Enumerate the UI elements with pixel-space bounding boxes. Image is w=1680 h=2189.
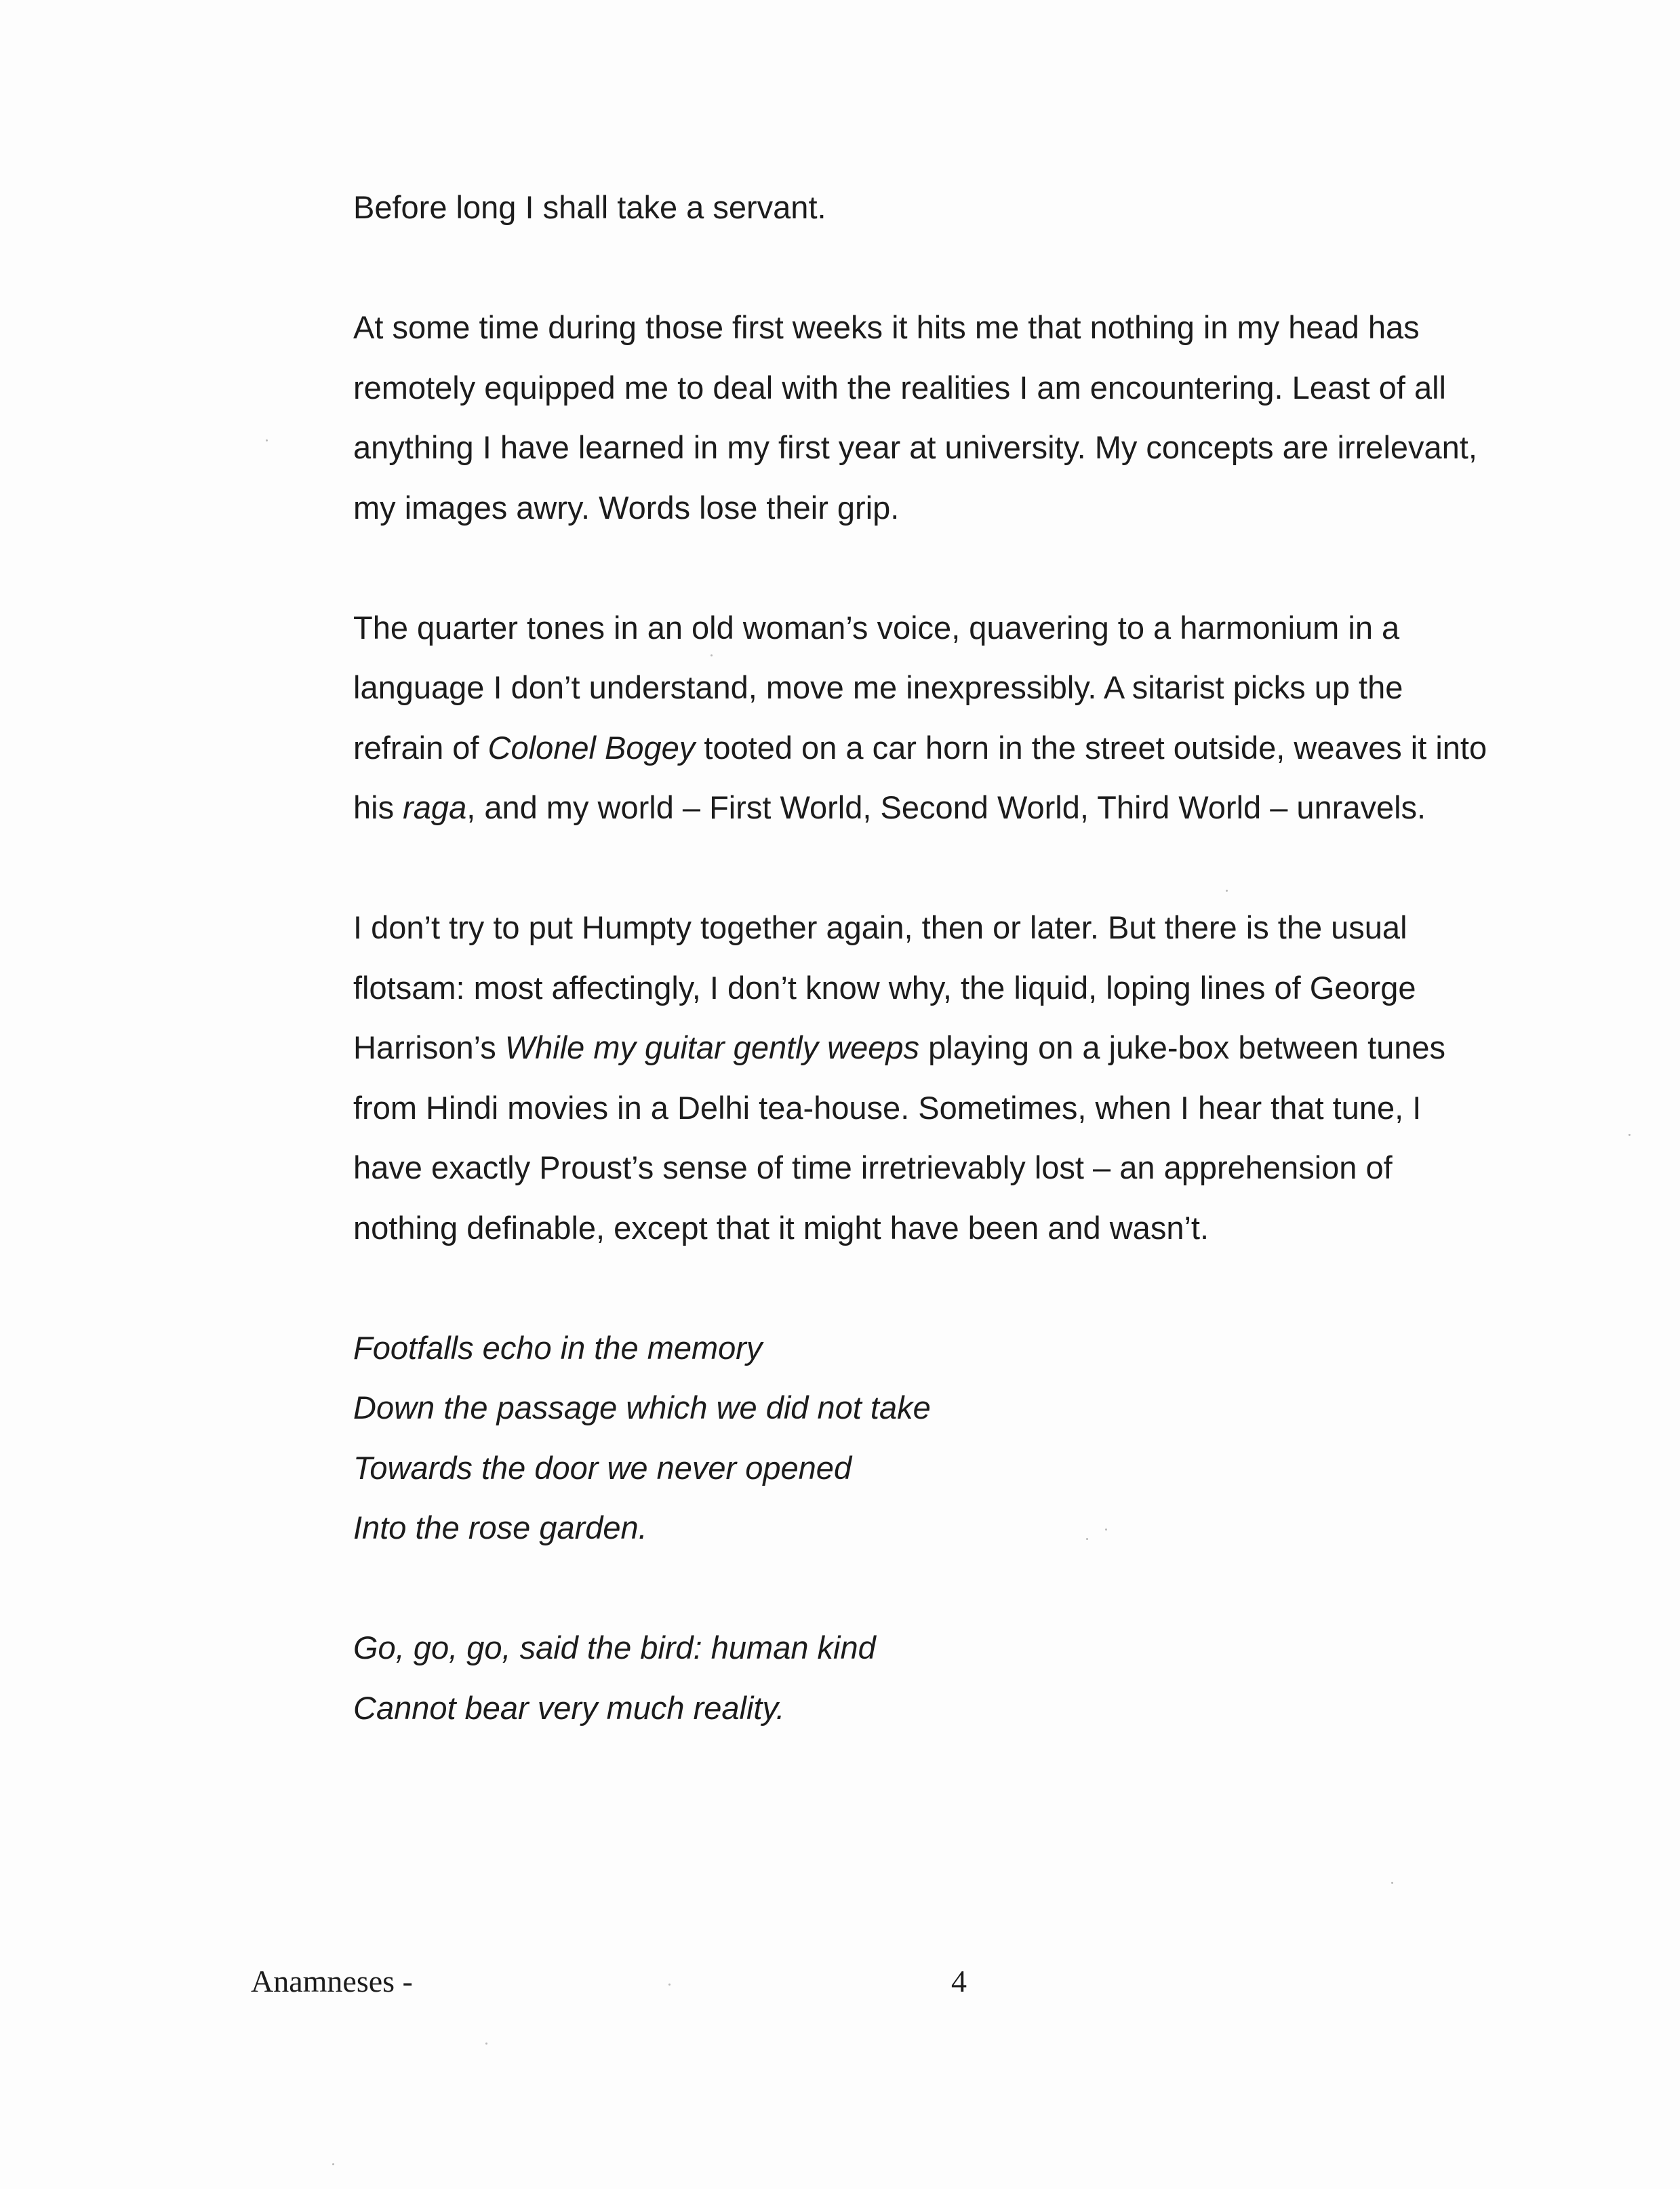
scan-speck xyxy=(1226,890,1228,892)
document-body xyxy=(353,178,1594,1798)
italic-title-text: Colonel Bogey xyxy=(487,729,696,766)
text-run: flotsam: most affectingly, I don’t know why, the liquid, loping lines of George xyxy=(353,969,1416,1006)
verse-line xyxy=(353,1498,1594,1558)
scan-speck xyxy=(1086,1538,1088,1540)
text-line xyxy=(353,1018,1594,1078)
text-line xyxy=(353,1138,1594,1198)
text-run: Footfalls echo in the memory xyxy=(353,1329,763,1366)
text-run: language I don’t understand, move me inexpressibly. A sitarist picks up the xyxy=(353,669,1403,705)
verse-line xyxy=(353,1678,1594,1739)
text-run: tooted on a car horn in the street outside, weaves it into xyxy=(695,729,1487,766)
text-line xyxy=(353,778,1594,838)
text-run: playing on a juke-box between tunes xyxy=(919,1029,1446,1065)
text-line xyxy=(353,418,1594,478)
italic-title-text: raga xyxy=(403,789,467,825)
text-run: Before long I shall take a servant. xyxy=(353,189,826,225)
text-line xyxy=(353,478,1594,538)
verse-stanza xyxy=(353,1618,1594,1738)
text-run: I don’t try to put Humpty together again, then or later. But there is the usual xyxy=(353,909,1407,945)
scan-speck xyxy=(711,654,713,656)
scan-speck xyxy=(266,439,268,441)
footer-title: Anamneses - xyxy=(251,1964,413,1998)
text-run: his xyxy=(353,789,403,825)
paragraph xyxy=(353,298,1594,538)
text-line xyxy=(353,1198,1594,1259)
paragraph xyxy=(353,178,1594,238)
verse-line xyxy=(353,1438,1594,1499)
italic-title-text: While my guitar gently weeps xyxy=(504,1029,920,1065)
verse-line xyxy=(353,1618,1594,1678)
text-run: Into the rose garden. xyxy=(353,1510,647,1545)
verse-stanza xyxy=(353,1318,1594,1558)
text-run: from Hindi movies in a Delhi tea-house. Sometimes, when I hear that tune, I xyxy=(353,1089,1422,1126)
text-line xyxy=(353,658,1594,718)
verse-line xyxy=(353,1318,1594,1379)
text-line xyxy=(353,598,1594,658)
text-run: Harrison’s xyxy=(353,1029,505,1065)
text-line xyxy=(353,718,1594,778)
scan-speck xyxy=(1628,1134,1631,1136)
text-run: remotely equipped me to deal with the realities I am encountering. Least of all xyxy=(353,369,1446,406)
text-run: Go, go, go, said the bird: human kind xyxy=(353,1630,876,1665)
text-line xyxy=(353,298,1594,358)
text-run: my images awry. Words lose their grip. xyxy=(353,489,900,526)
text-line xyxy=(353,178,1594,238)
scan-speck xyxy=(668,1984,671,1986)
text-run: have exactly Proust’s sense of time irretrievably lost – an apprehension of xyxy=(353,1149,1393,1185)
scan-speck xyxy=(1105,1529,1107,1531)
text-run: The quarter tones in an old woman’s voice, quavering to a harmonium in a xyxy=(353,609,1400,646)
paragraph xyxy=(353,598,1594,838)
text-run: Cannot bear very much reality. xyxy=(353,1689,785,1726)
paragraph xyxy=(353,898,1594,1258)
text-run: anything I have learned in my first year at university. My concepts are irrelevant, xyxy=(353,429,1477,465)
text-run: Down the passage which we did not take xyxy=(353,1389,931,1425)
text-line xyxy=(353,1078,1594,1139)
text-run: nothing definable, except that it might have been and wasn’t. xyxy=(353,1209,1209,1246)
scan-speck xyxy=(1391,1882,1393,1884)
text-run: Towards the door we never opened xyxy=(353,1449,852,1486)
text-line xyxy=(353,958,1594,1019)
text-line xyxy=(353,898,1594,958)
page-number: 4 xyxy=(951,1964,967,1998)
text-run: At some time during those first weeks it hits me that nothing in my head has xyxy=(353,309,1420,345)
verse-line xyxy=(353,1378,1594,1438)
text-line xyxy=(353,358,1594,418)
scan-speck xyxy=(485,2043,487,2045)
text-run: , and my world – First World, Second World, Third World – unravels. xyxy=(466,789,1426,825)
scan-speck xyxy=(332,2163,334,2165)
text-run: refrain of xyxy=(353,729,488,766)
